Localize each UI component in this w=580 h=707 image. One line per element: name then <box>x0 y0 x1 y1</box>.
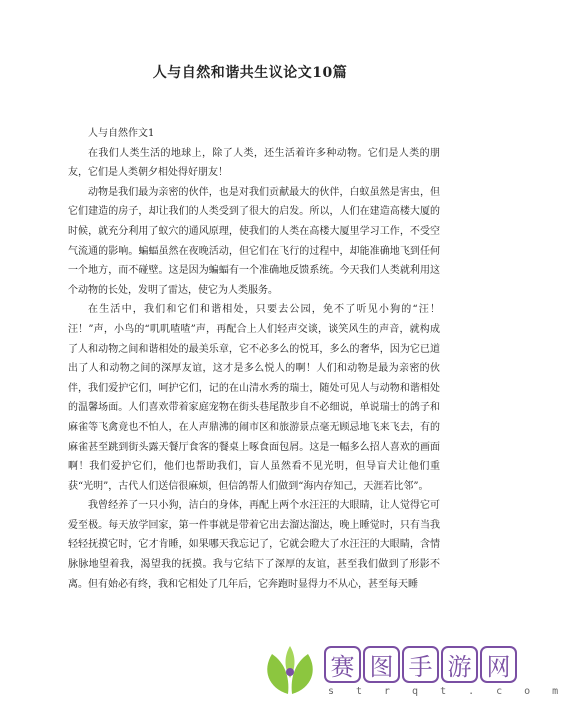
watermark-char: 网 <box>480 646 517 683</box>
document-title: 人与自然和谐共生议论文10篇 <box>152 65 348 81</box>
watermark-char: 手 <box>402 646 439 683</box>
watermark-text <box>324 646 517 683</box>
site-watermark <box>258 642 580 702</box>
watermark-char: 图 <box>363 646 400 683</box>
paragraph-4: 我曾经养了一只小狗，洁白的身体，再配上两个水汪汪的大眼睛，让人觉得它可爱至极。每天放学回家，第一件事就是带着它出去溜达溜达，晚上睡觉时，只有当我轻轻抚摸它时，它才肯睡，如果哪天我忘记了，它就会瞪大了水汪汪的大眼睛，含情脉脉地望着我，渴望我的抚摸。我与它结下了深厚的友谊，甚至我们做到了形影不离。但有始必有终，我和它相处了几年后，它奔跑时显得力不从心，甚至每天睡 <box>68 500 440 590</box>
paragraph-2: 动物是我们最为亲密的伙伴，也是对我们贡献最大的伙伴，白蚁虽然是害虫，但它们建造的房子，却让我们的人类受到了很大的启发。所以，人们在建造高楼大厦的时候，就充分利用了蚁穴的通风原理，使我们的人类在高楼大厦里学习工作，不受空气流通的影响。蝙蝠虽然在夜晚活动，但它们在飞行的过程中，却能准确地飞到任何一个地方，而不碰壁。这是因为蝙蝠有一个准确地反馈系统。今天我们人类就利用这个动物的长处，发明了雷达，使它为人类服务。 <box>68 186 440 296</box>
watermark-url: strqt.com <box>328 686 580 697</box>
section-heading: 人与自然作文1 <box>88 128 155 139</box>
watermark-char: 赛 <box>324 646 361 683</box>
paragraph-3: 在生活中，我们和它们和谐相处，只要去公园，免不了听见小狗的“汪！汪！”声，小鸟的“叽叽喳喳”声，再配合上人们轻声交谈，谈笑风生的声音，就构成了人和动物之间和谐相处的最美乐章，它不必多么的悦耳，多么的奢华，因为它已道出了人和动物之间的深厚友谊，这才是多么悦人的啊！人们和动物是最为亲密的伙伴，我们爱护它们，呵护它们，记的在山清水秀的瑞士，随处可见人与动物和谐相处的温馨场面。人们喜欢带着家庭宠物在街头巷尾散步自不必细说，单说瑞士的鸽子和麻雀等飞禽竟也不怕人，在人声鼎沸的闹市区和旅游景点毫无顾忌地飞来飞去，有的麻雀甚至跳到街头露天餐厅食客的餐桌上啄食面包屑。这是一幅多么招人喜欢的画面啊！我们爱护它们，他们也帮助我们，盲人虽然看不见光明，但导盲犬让他们重获“光明”，古代人们送信很麻烦，但信鸽帮人们做到“海内存知己，天涯若比邻”。 <box>68 304 440 492</box>
leaf-logo-icon <box>258 642 322 700</box>
paragraph-1: 在我们人类生活的地球上，除了人类，还生活着许多种动物。它们是人类的朋友，它们是人类朝夕相处得好朋友！ <box>68 147 440 179</box>
watermark-char: 游 <box>441 646 478 683</box>
document-body <box>68 124 440 594</box>
